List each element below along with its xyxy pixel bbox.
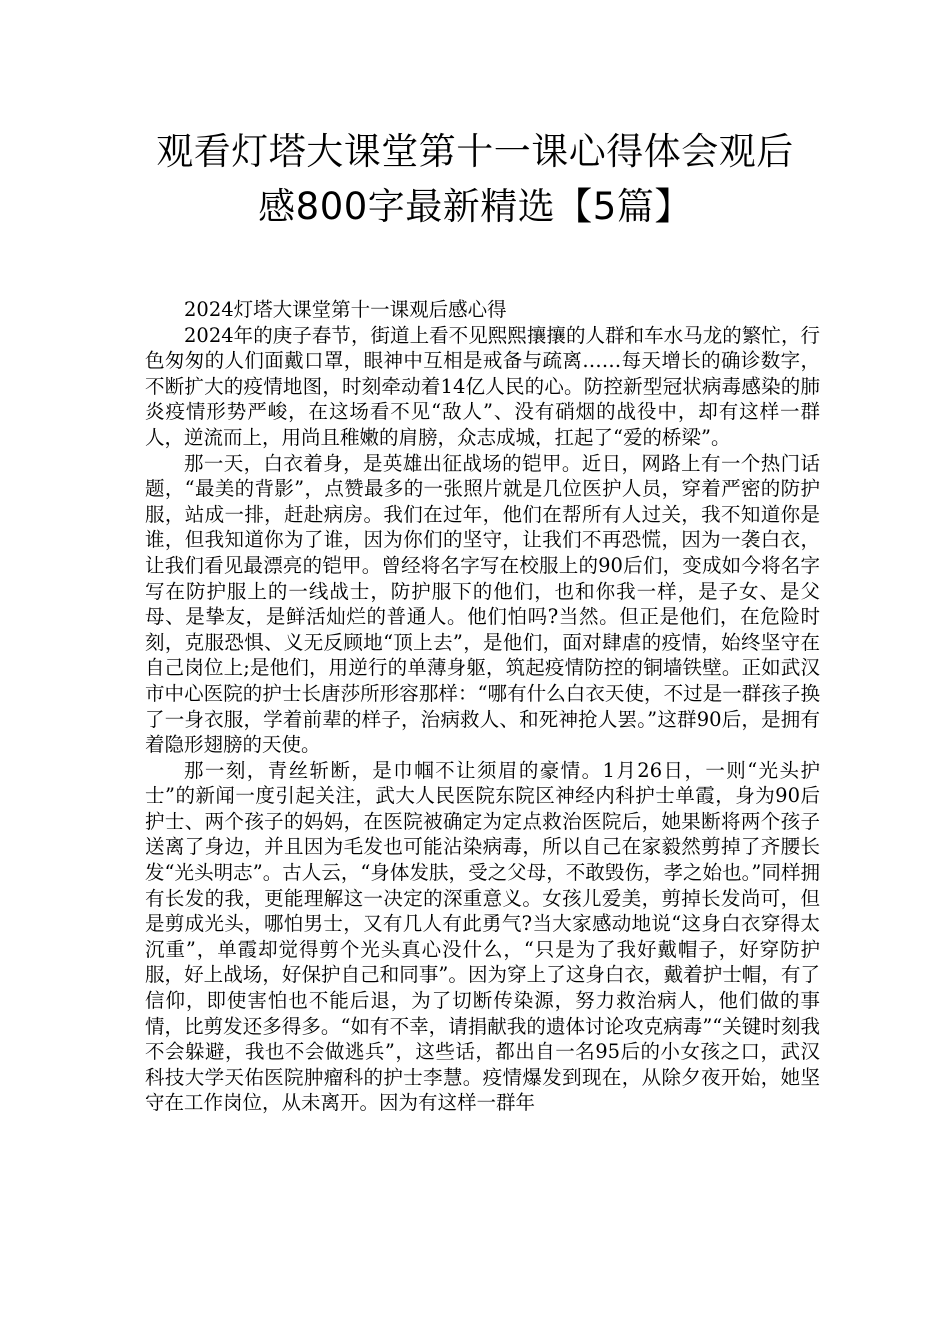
- document-body: [145, 297, 820, 1116]
- body-paragraph: 那一刻，青丝斩断，是巾帼不让须眉的豪情。1月26日，一则“光头护士”的新闻一度引起关注，武大人民医院东院区神经内科护士单霞，身为90后护士、两个孩子的妈妈，在医院被确定为定点救治医院后，她果断将两个孩子送离了身边，并且因为毛发也可能沾染病毒，所以自己在家毅然剪掉了齐腰长发“光头明志”。古人云，“身体发肤，受之父母，不敢毁伤，孝之始也。”同样拥有长发的我，更能理解这一决定的深重意义。女孩儿爱美，剪掉长发尚可，但是剪成光头，哪怕男士，又有几人有此勇气?当大家感动地说“这身白衣穿得太沉重”，单霞却觉得剪个光头真心没什么，“只是为了我好戴帽子，好穿防护服，好上战场，好保护自己和同事”。因为穿上了这身白衣，戴着护士帽，有了信仰，即使害怕也不能后退，为了切断传染源，努力救治病人，他们做的事情，比剪发还多得多。“如有不幸，请捐献我的遗体讨论攻克病毒”“关键时刻我不会躲避，我也不会做逃兵”，这些话，都出自一名95后的小女孩之口，武汉科技大学天佑医院肿瘤科的护士李慧。疫情爆发到现在，从除夕夜开始，她坚守在工作岗位，从未离开。因为有这样一群年: [145, 758, 820, 1115]
- body-paragraph: 那一天，白衣着身，是英雄出征战场的铠甲。近日，网路上有一个热门话题，“最美的背影”，点赞最多的一张照片就是几位医护人员，穿着严密的防护服，站成一排，赶赴病房。我们在过年，他们在帮所有人过关，我不知道你是谁，但我知道你为了谁，因为你们的坚守，让我们不再恐慌，因为一袭白衣，让我们看见最漂亮的铠甲。曾经将名字写在校服上的90后们，变成如今将名字写在防护服上的一线战士，防护服下的他们，也和你我一样，是子女、是父母、是挚友，是鲜活灿烂的普通人。他们怕吗?当然。但正是他们，在危险时刻，克服恐惧、义无反顾地“顶上去”，是他们，面对肆虐的疫情，始终坚守在自己岗位上;是他们，用逆行的单薄身躯，筑起疫情防控的铜墙铁壁。正如武汉市中心医院的护士长唐莎所形容那样：“哪有什么白衣天使，不过是一群孩子换了一身衣服，学着前辈的样子，治病救人、和死神抢人罢。”这群90后，是拥有着隐形翅膀的天使。: [145, 451, 820, 757]
- title-line-2: 感800字最新精选【5篇】: [258, 185, 692, 228]
- document-title: [100, 124, 850, 234]
- title-line-1: 观看灯塔大课堂第十一课心得体会观后: [156, 130, 794, 173]
- body-paragraph: 2024年的庚子春节，街道上看不见熙熙攘攘的人群和车水马龙的繁忙，行色匆匆的人们面戴口罩，眼神中互相是戒备与疏离……每天增长的确诊数字，不断扩大的疫情地图，时刻牵动着14亿人民的心。防控新型冠状病毒感染的肺炎疫情形势严峻，在这场看不见“敌人”、没有硝烟的战役中，却有这样一群人，逆流而上，用尚且稚嫩的肩膀，众志成城，扛起了“爱的桥梁”。: [145, 323, 820, 449]
- subheading-paragraph: 2024灯塔大课堂第十一课观后感心得: [184, 298, 507, 321]
